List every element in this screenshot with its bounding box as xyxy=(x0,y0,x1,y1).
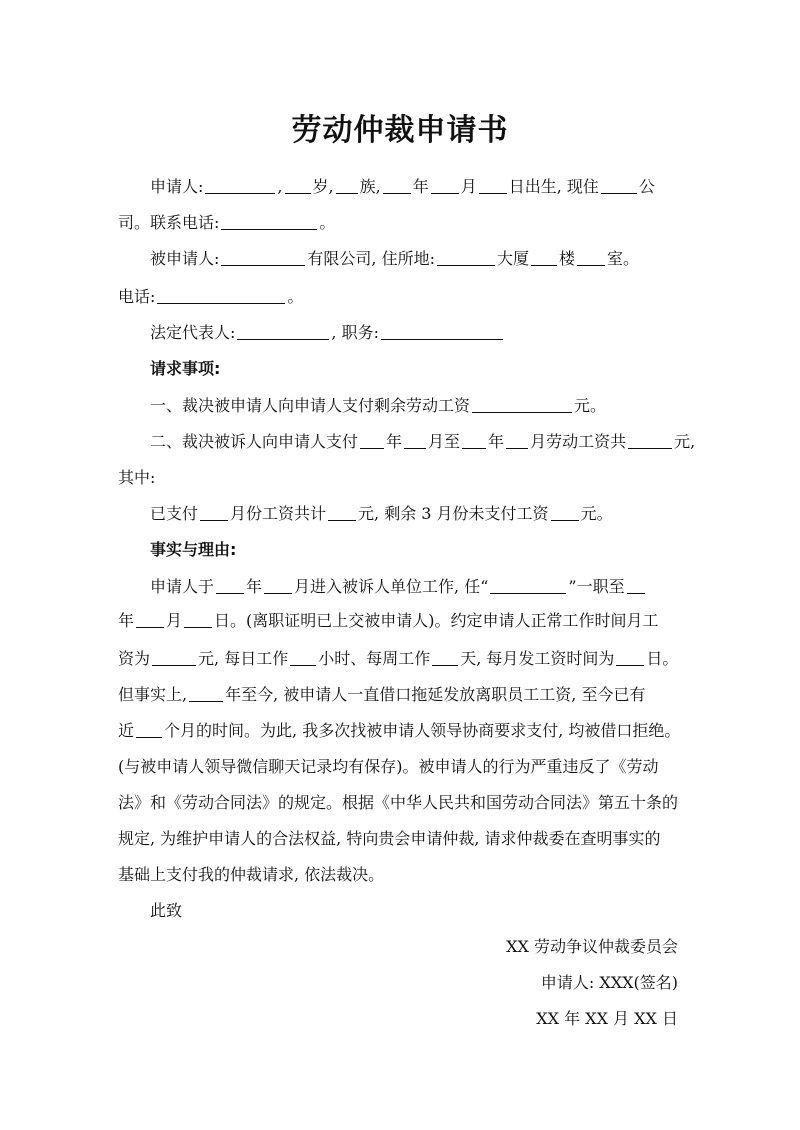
text: 月 xyxy=(460,177,477,196)
text: 二、裁决被诉人向申请人支付 xyxy=(150,432,359,451)
blank xyxy=(404,432,426,449)
blank-month xyxy=(431,177,459,194)
blank xyxy=(360,432,384,449)
blank-address xyxy=(601,177,637,194)
text: 公 xyxy=(638,177,655,196)
text: 元, 剩余 3 月份未支付工资 xyxy=(358,504,549,523)
facts-line-9: 基础上支付我的仲裁请求, 依法裁决。 xyxy=(118,865,385,884)
text: 年 xyxy=(118,611,135,630)
facts-line-1 xyxy=(150,576,698,598)
facts-line-2 xyxy=(118,610,698,632)
text: 。 xyxy=(287,287,304,306)
text: 元, xyxy=(674,432,696,451)
blank xyxy=(328,504,356,521)
blank-company xyxy=(221,249,305,266)
committee-name: XX 劳动争议仲裁委员会 xyxy=(506,937,678,956)
text: 小时、每周工作 xyxy=(318,649,431,668)
facts-line-5 xyxy=(118,720,698,742)
text: 一、裁决被申请人向申请人支付剩余劳动工资 xyxy=(150,396,471,415)
text: 元。 xyxy=(574,396,607,415)
respondent-line-1 xyxy=(150,248,698,270)
facts-line-7: 法》和《劳动合同法》的规定。根据《中华人民共和国劳动合同法》第五十条的 xyxy=(118,793,679,812)
blank xyxy=(216,577,244,594)
claim-2 xyxy=(150,431,698,453)
text: 元, 每日工作 xyxy=(198,649,289,668)
blank-room xyxy=(577,249,605,266)
blank-job-title xyxy=(490,577,566,594)
blank xyxy=(432,649,458,666)
claim-1 xyxy=(150,395,698,417)
legal-rep-line xyxy=(150,322,698,344)
blank xyxy=(184,611,212,628)
blank-name xyxy=(205,177,275,194)
text: 已支付 xyxy=(150,504,199,523)
blank-position xyxy=(381,323,503,340)
label: 法定代表人: xyxy=(150,323,236,342)
blank xyxy=(462,432,486,449)
text: 近 xyxy=(118,721,135,740)
text: 月 xyxy=(166,611,183,630)
facts-heading: 事实与理由: xyxy=(150,540,237,559)
facts-line-6: (与被申请人领导微信聊天记录均有保存)。被申请人的行为严重违反了《劳动 xyxy=(118,757,659,776)
text: 族, xyxy=(359,177,381,196)
text: 申请人于 xyxy=(150,577,215,596)
text: 年 xyxy=(386,432,403,451)
text: 但事实上, xyxy=(118,685,188,704)
blank xyxy=(616,649,644,666)
blank-ethnicity xyxy=(336,177,358,194)
blank-location xyxy=(437,249,495,266)
text: 日出生, 现住 xyxy=(508,177,599,196)
blank-remaining-wage xyxy=(472,396,572,413)
blank xyxy=(152,649,196,666)
text: 。 xyxy=(319,213,336,232)
document-date: XX 年 XX 月 XX 日 xyxy=(536,1009,678,1028)
text: 月份工资共计 xyxy=(230,504,327,523)
text: 岁, xyxy=(312,177,334,196)
blank xyxy=(627,577,645,594)
respondent-line-2 xyxy=(118,286,698,308)
text: 室。 xyxy=(607,249,640,268)
text: , 职务: xyxy=(331,323,379,342)
facts-line-8: 规定, 为维护申请人的合法权益, 特向贵会申请仲裁, 请求仲裁委在查明事实的 xyxy=(118,829,661,848)
blank xyxy=(290,649,316,666)
claim-2-cont: 其中: xyxy=(118,468,156,487)
blank xyxy=(506,432,528,449)
text: 年 xyxy=(488,432,505,451)
applicant-signature: 申请人: XXX(签名) xyxy=(540,973,678,992)
text: 月劳动工资共 xyxy=(530,432,627,451)
text: 楼 xyxy=(559,249,576,268)
text: 有限公司, 住所地: xyxy=(307,249,435,268)
label: 司。联系电话: xyxy=(118,213,220,232)
blank xyxy=(136,611,164,628)
text: 资为 xyxy=(118,649,151,668)
blank-legal-rep xyxy=(237,323,329,340)
blank xyxy=(264,577,292,594)
text: 月进入被诉人单位工作, 任“ xyxy=(294,577,489,596)
claims-heading: 请求事项: xyxy=(150,359,221,378)
blank xyxy=(200,504,228,521)
text: ”一职至 xyxy=(568,577,625,596)
blank xyxy=(551,504,579,521)
blank xyxy=(136,721,162,738)
text: 年 xyxy=(246,577,263,596)
blank-phone xyxy=(221,213,317,230)
text: 年至今, 被申请人一直借口拖延发放离职员工工资, 至今已有 xyxy=(225,685,646,704)
text: 大厦 xyxy=(496,249,529,268)
closing-salutation: 此致 xyxy=(150,901,183,920)
document-title: 劳动仲裁申请书 xyxy=(291,113,509,148)
blank-day xyxy=(479,177,507,194)
facts-line-4 xyxy=(118,684,698,706)
blank-year xyxy=(383,177,411,194)
label: 申请人: xyxy=(150,177,204,196)
text: 月至 xyxy=(428,432,461,451)
blank-total-wage xyxy=(628,432,672,449)
text: 天, 每月发工资时间为 xyxy=(460,649,615,668)
blank-respondent-phone xyxy=(157,287,285,304)
facts-line-3 xyxy=(118,648,698,670)
text: 日。 xyxy=(646,649,679,668)
label: 电话: xyxy=(118,287,156,306)
applicant-line-1 xyxy=(150,176,698,198)
text: 元。 xyxy=(580,504,613,523)
applicant-line-2 xyxy=(118,212,698,234)
blank-building xyxy=(531,249,557,266)
text: 日。(离职证明已上交被申请人)。约定申请人正常工作时间月工 xyxy=(214,611,659,630)
text: 个月的时间。为此, 我多次找被申请人领导协商要求支付, 均被借口拒绝。 xyxy=(164,721,681,740)
blank-age xyxy=(285,177,311,194)
claim-3 xyxy=(150,503,698,525)
text: , xyxy=(277,177,283,196)
text: 年 xyxy=(412,177,429,196)
label: 被申请人: xyxy=(150,249,220,268)
blank xyxy=(189,685,223,702)
